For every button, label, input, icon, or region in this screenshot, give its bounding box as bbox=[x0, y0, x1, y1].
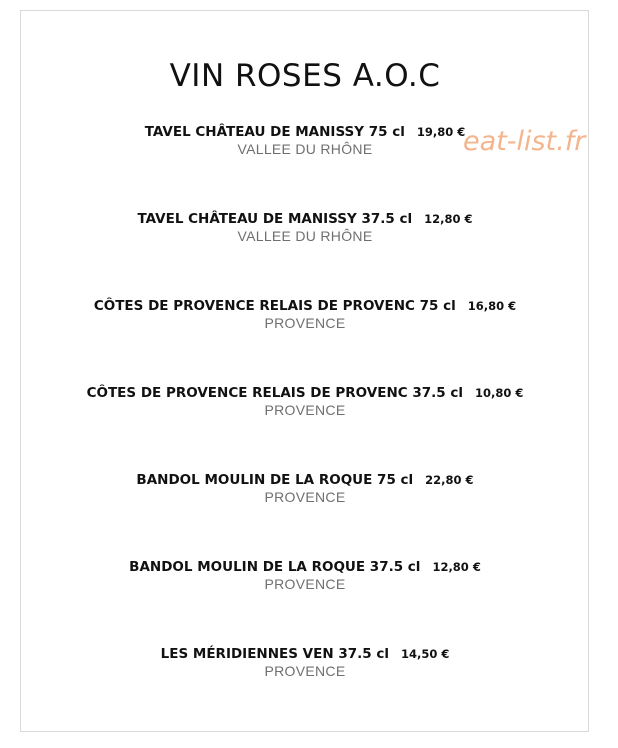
menu-item-line bbox=[0, 559, 610, 575]
menu-item-line bbox=[0, 385, 610, 401]
menu-item-name: TAVEL CHÂTEAU DE MANISSY 75 cl bbox=[144, 124, 405, 140]
menu-item bbox=[0, 472, 610, 505]
menu-item-region: PROVENCE bbox=[264, 489, 346, 505]
menu-page bbox=[20, 10, 589, 732]
menu-item bbox=[0, 385, 610, 418]
menu-item-price: 14,50 € bbox=[400, 647, 450, 661]
menu-item-region: PROVENCE bbox=[264, 402, 346, 418]
menu-item-region: PROVENCE bbox=[264, 663, 346, 679]
menu-item bbox=[0, 298, 610, 331]
menu-title: VIN ROSES A.O.C bbox=[169, 58, 441, 94]
menu-item-price: 12,80 € bbox=[424, 212, 473, 226]
menu-item-name: BANDOL MOULIN DE LA ROQUE 37.5 cl bbox=[129, 559, 421, 575]
menu-item-price: 16,80 € bbox=[467, 299, 517, 313]
menu-item bbox=[0, 559, 610, 592]
menu-item bbox=[0, 124, 610, 157]
menu-item-name: LES MÉRIDIENNES VEN 37.5 cl bbox=[160, 646, 389, 662]
menu-item-price: 19,80 € bbox=[416, 125, 466, 139]
menu-item-price: 10,80 € bbox=[475, 386, 524, 400]
menu-item-line bbox=[0, 124, 610, 140]
menu-item-name: CÔTES DE PROVENCE RELAIS DE PROVENC 75 cl bbox=[93, 298, 456, 314]
menu-item-name: BANDOL MOULIN DE LA ROQUE 75 cl bbox=[136, 472, 414, 488]
menu-item-price: 12,80 € bbox=[432, 560, 481, 574]
menu-item-name: CÔTES DE PROVENCE RELAIS DE PROVENC 37.5 cl bbox=[86, 385, 464, 401]
menu-item-line bbox=[0, 472, 610, 488]
menu-item bbox=[0, 646, 610, 679]
menu-item-region: PROVENCE bbox=[264, 315, 346, 331]
menu-item-line bbox=[0, 298, 610, 314]
menu-item bbox=[0, 211, 610, 244]
menu-item-region: VALLEE DU RHÔNE bbox=[237, 141, 373, 157]
watermark-logo: eat-list.fr bbox=[463, 126, 586, 157]
menu-item-line bbox=[0, 646, 610, 662]
menu-item-region: VALLEE DU RHÔNE bbox=[237, 228, 373, 244]
menu-item-price: 22,80 € bbox=[425, 473, 474, 487]
menu-item-name: TAVEL CHÂTEAU DE MANISSY 37.5 cl bbox=[137, 211, 413, 227]
menu-item-region: PROVENCE bbox=[264, 576, 346, 592]
menu-item-line bbox=[0, 211, 610, 227]
